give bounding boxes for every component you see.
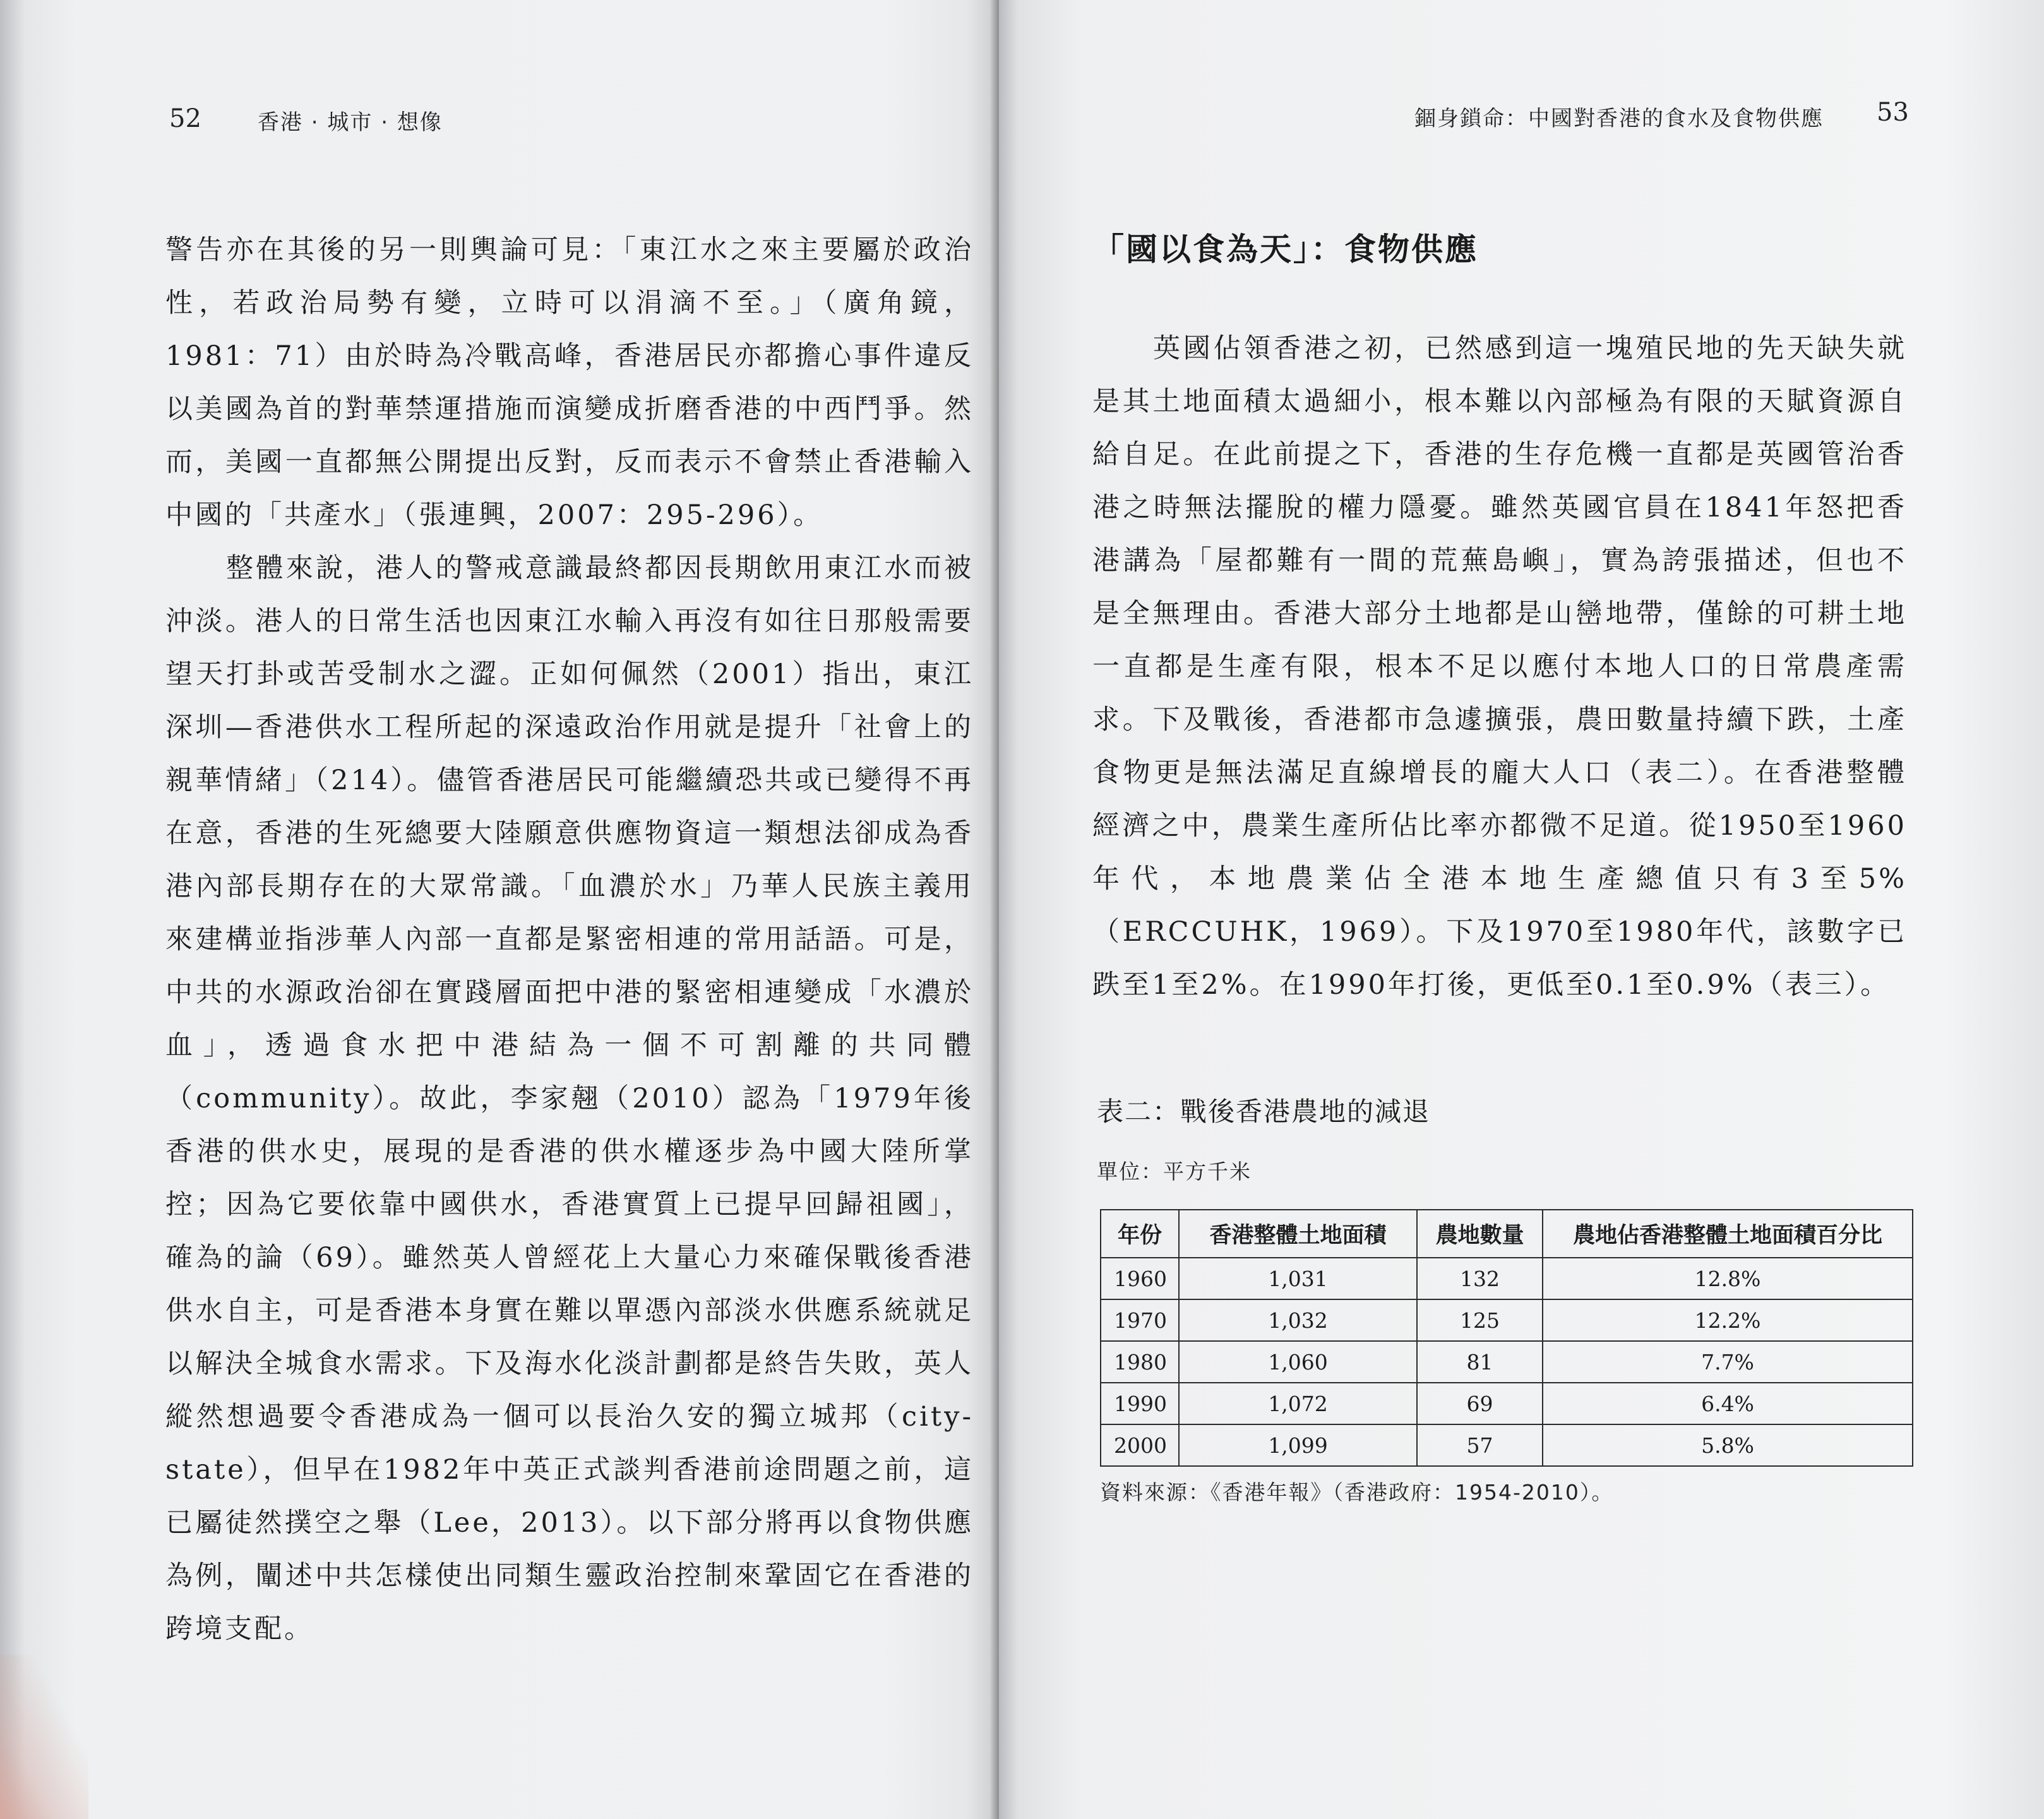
table-header-row: [1101, 1210, 1913, 1258]
table-cell-farmland: 57: [1417, 1424, 1543, 1466]
table-cell-farmland: 125: [1417, 1299, 1543, 1341]
table-cell-total-area: 1,060: [1179, 1341, 1417, 1383]
table-cell-year: 1970: [1101, 1299, 1179, 1341]
page-number-left: 52: [169, 104, 201, 133]
page-number-right: 53: [1877, 98, 1909, 127]
left-page: [0, 0, 999, 1819]
table-row: [1101, 1299, 1913, 1341]
left-paragraph-2: 整體來說，港人的警戒意識最終都因長期飲用東江水而被沖淡。港人的日常生活也因東江水輸入再沒有如往日那般需要望天打卦或苦受制水之澀。正如何佩然（2001）指出，東江深圳—香港供水工程所起的深遠政治作用就是提升「社會上的親華情緒」（214）。儘管香港居民可能繼續恐共或已變得不再在意，香港的生死總要大陸願意供應物資這一類想法卻成為香港內部長期存在的大眾常識。「血濃於水」乃華人民族主義用來建構並指涉華人內部一直都是緊密相連的常用話語。可是，中共的水源政治卻在實踐層面把中港的緊密相連變成「水濃於血」，透過食水把中港結為一個不可割離的共同體（community）。故此，李家翹（2010）認為「1979年後香港的供水史，展現的是香港的供水權逐步為中國大陸所掌控；因為它要依靠中國供水，香港實質上已提早回歸祖國」，確為的論（69）。雖然英人曾經花上大量心力來確保戰後香港供水自主，可是香港本身實在難以單憑內部淡水供應系統就足以解決全城食水需求。下及海水化淡計劃都是終告失敗，英人縱然想過要令香港成為一個可以長治久安的獨立城邦（city-state），但早在1982年中英正式談判香港前途問題之前，這已屬徒然撲空之舉（Lee，2013）。以下部分將再以食物供應為例，闡述中共怎樣使出同類生靈政治控制來鞏固它在香港的跨境支配。: [165, 552, 974, 1645]
table-unit-note: 單位：平方千米: [1097, 1159, 1252, 1184]
table-header-percentage: 農地佔香港整體土地面積百分比: [1543, 1210, 1913, 1258]
table-cell-farmland: 132: [1417, 1258, 1543, 1299]
left-paragraph-1: 警告亦在其後的另一則輿論可見：「東江水之來主要屬於政治性，若政治局勢有變，立時可以涓滴不至。」（廣角鏡，1981：71）由於時為冷戰高峰，香港居民亦都擔心事件違反以美國為首的對華禁運措施而演變成折磨香港的中西鬥爭。然而，美國一直都無公開提出反對，反而表示不會禁止香港輸入中國的「共產水」（張連興，2007：295-296）。: [165, 234, 974, 531]
table-cell-total-area: 1,031: [1179, 1258, 1417, 1299]
table-cell-total-area: 1,099: [1179, 1424, 1417, 1466]
table-row: [1101, 1383, 1913, 1424]
table-row: [1101, 1258, 1913, 1299]
right-body-text: [1092, 322, 1907, 1011]
table-source-note: 資料來源：《香港年報》（香港政府：1954-2010）。: [1100, 1480, 1614, 1505]
table-cell-percentage: 5.8%: [1543, 1424, 1913, 1466]
table-cell-year: 1980: [1101, 1341, 1179, 1383]
section-title: 「國以食為天」：食物供應: [1092, 231, 1478, 268]
table-header-total-area: 香港整體土地面積: [1179, 1210, 1417, 1258]
table-cell-total-area: 1,072: [1179, 1383, 1417, 1424]
table-cell-percentage: 6.4%: [1543, 1383, 1913, 1424]
farmland-table: [1100, 1209, 1913, 1467]
table-header-farmland: 農地數量: [1417, 1210, 1543, 1258]
table-row: [1101, 1341, 1913, 1383]
right-paragraph: 英國佔領香港之初，已然感到這一塊殖民地的先天缺失就是其土地面積太過細小，根本難以內部極為有限的天賦資源自給自足。在此前提之下，香港的生存危機一直都是英國管治香港之時無法擺脫的權力隱憂。雖然英國官員在1841年怒把香港講為「屋都難有一間的荒蕪島嶼」，實為誇張描述，但也不是全無理由。香港大部分土地都是山巒地帶，僅餘的可耕土地一直都是生產有限，根本不足以應付本地人口的日常農產需求。下及戰後，香港都市急遽擴張，農田數量持續下跌，土產食物更是無法滿足直線增長的龐大人口（表二）。在香港整體經濟之中，農業生產所佔比率亦都微不足道。從1950至1960年代，本地農業佔全港本地生產總值只有3至5%（ERCCUHK，1969）。下及1970至1980年代，該數字已跌至1至2%。在1990年打後，更低至0.1至0.9%（表三）。: [1092, 333, 1907, 1001]
running-head-right: 錮身鎖命：中國對香港的食水及食物供應: [1414, 106, 1824, 131]
table-cell-year: 2000: [1101, 1424, 1179, 1466]
table-cell-percentage: 12.8%: [1543, 1258, 1913, 1299]
table-cell-farmland: 81: [1417, 1341, 1543, 1383]
running-head-left: 香港 · 城市 · 想像: [258, 110, 443, 135]
table-title: 表二：戰後香港農地的減退: [1097, 1096, 1431, 1127]
table-cell-percentage: 12.2%: [1543, 1299, 1913, 1341]
right-page: [999, 0, 2044, 1819]
table-cell-farmland: 69: [1417, 1383, 1543, 1424]
table-cell-year: 1960: [1101, 1258, 1179, 1299]
page-edge-tint: [0, 1655, 88, 1819]
table-cell-percentage: 7.7%: [1543, 1341, 1913, 1383]
table-cell-year: 1990: [1101, 1383, 1179, 1424]
left-body-text: [165, 224, 974, 1655]
table-cell-total-area: 1,032: [1179, 1299, 1417, 1341]
table-row: [1101, 1424, 1913, 1466]
table-header-year: 年份: [1101, 1210, 1179, 1258]
